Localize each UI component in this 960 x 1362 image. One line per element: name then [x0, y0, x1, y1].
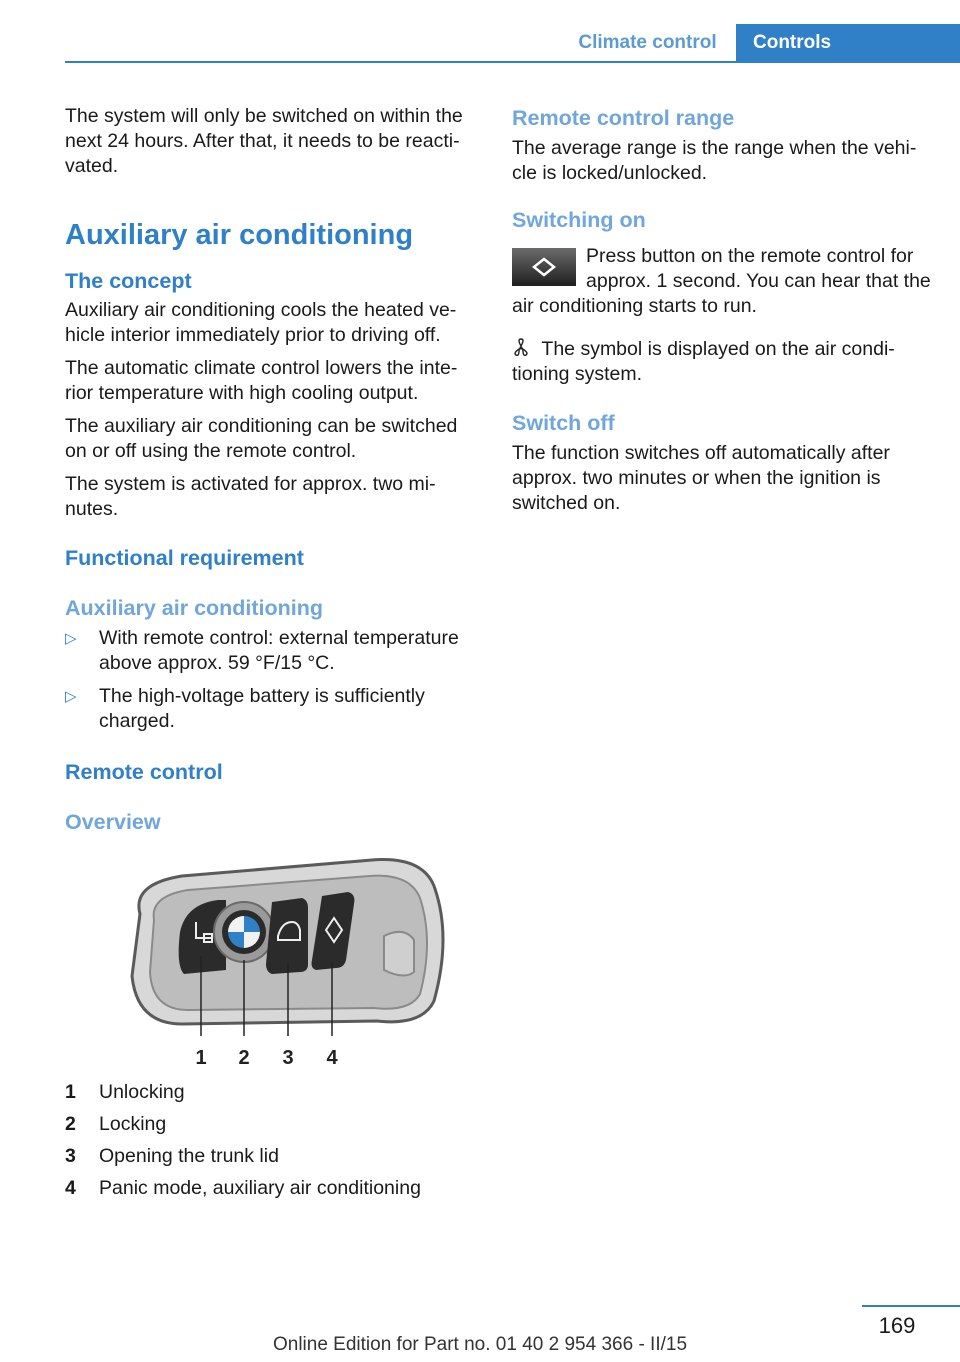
panic-button-icon: [512, 248, 576, 286]
legend-text: Panic mode, auxiliary air conditioning: [99, 1177, 421, 1199]
key-fob-illustration: [122, 856, 482, 1074]
switch-off-text: The function switches off automatically after approx. two minutes or when the ignition is switched on.: [512, 442, 890, 514]
concept-paragraph: The system is activated for approx. two mi- nutes.: [65, 473, 436, 520]
section-title: Auxiliary air conditioning: [65, 219, 414, 251]
fan-icon: [512, 338, 530, 358]
concept-heading: The concept: [65, 269, 192, 293]
list-item-text: The high-voltage battery is sufficiently charged.: [99, 685, 425, 732]
list-item-text: With remote control: external temperature above approx. 59 °F/15 °C.: [99, 627, 459, 674]
remote-range-heading: Remote control range: [512, 106, 735, 130]
overview-heading: Overview: [65, 810, 161, 834]
legend-text: Unlocking: [99, 1081, 185, 1103]
functional-requirement-heading: Functional requirement: [65, 546, 304, 570]
legend-item: [65, 1076, 478, 1108]
concept-paragraph: The automatic climate control lowers the inte- rior temperature with high cooling output.: [65, 357, 458, 404]
legend-text: Locking: [99, 1113, 167, 1135]
intro-paragraph: The system will only be switched on within the next 24 hours. After that, it needs to be reacti- vated.: [65, 105, 463, 177]
legend-list: [65, 1076, 478, 1204]
legend-text: Opening the trunk lid: [99, 1145, 279, 1167]
legend-number: 2: [65, 1113, 76, 1135]
switch-off-heading: Switch off: [512, 411, 615, 435]
symbol-text: The symbol is displayed on the air condi- tioning system.: [512, 338, 895, 385]
edition-footer: Online Edition for Part no. 01 40 2 954 366 - II/15: [272, 1334, 688, 1355]
switching-on-text: Press button on the remote control for approx. 1 second. You can hear that the air conditioning starts to run.: [512, 245, 931, 317]
legend-number: 3: [65, 1145, 76, 1167]
switching-on-block: [512, 244, 932, 319]
concept-paragraph: Auxiliary air conditioning cools the heated ve- hicle interior immediately prior to driving off.: [65, 299, 457, 346]
header-rule: [65, 61, 960, 63]
triangle-bullet-icon: ▷: [65, 630, 77, 647]
list-item: [65, 684, 478, 734]
legend-item: [65, 1108, 478, 1140]
remote-control-heading: Remote control: [65, 760, 223, 784]
list-item: [65, 626, 478, 676]
figure-label-3: 3: [282, 1047, 294, 1069]
footer-rule: [862, 1305, 960, 1307]
right-column: [512, 104, 932, 516]
switching-on-heading: Switching on: [512, 208, 646, 232]
key-fob-figure: [122, 856, 482, 1074]
page-number: 169: [878, 1313, 916, 1338]
symbol-paragraph: [512, 337, 932, 387]
remote-range-text: The average range is the range when the vehi- cle is locked/unlocked.: [512, 137, 917, 184]
legend-number: 1: [65, 1081, 76, 1103]
left-column: [65, 104, 478, 1204]
legend-item: [65, 1140, 478, 1172]
legend-item: [65, 1172, 478, 1204]
header-section-title: Climate control: [578, 32, 717, 53]
figure-label-1: 1: [195, 1047, 207, 1069]
figure-label-4: 4: [326, 1047, 338, 1069]
triangle-bullet-icon: ▷: [65, 688, 77, 705]
functional-subheading: Auxiliary air conditioning: [65, 596, 324, 620]
figure-label-2: 2: [238, 1047, 250, 1069]
header-chapter-tab: Controls: [736, 24, 960, 62]
legend-number: 4: [65, 1177, 76, 1199]
concept-paragraph: The auxiliary air conditioning can be switched on or off using the remote control.: [65, 415, 458, 462]
